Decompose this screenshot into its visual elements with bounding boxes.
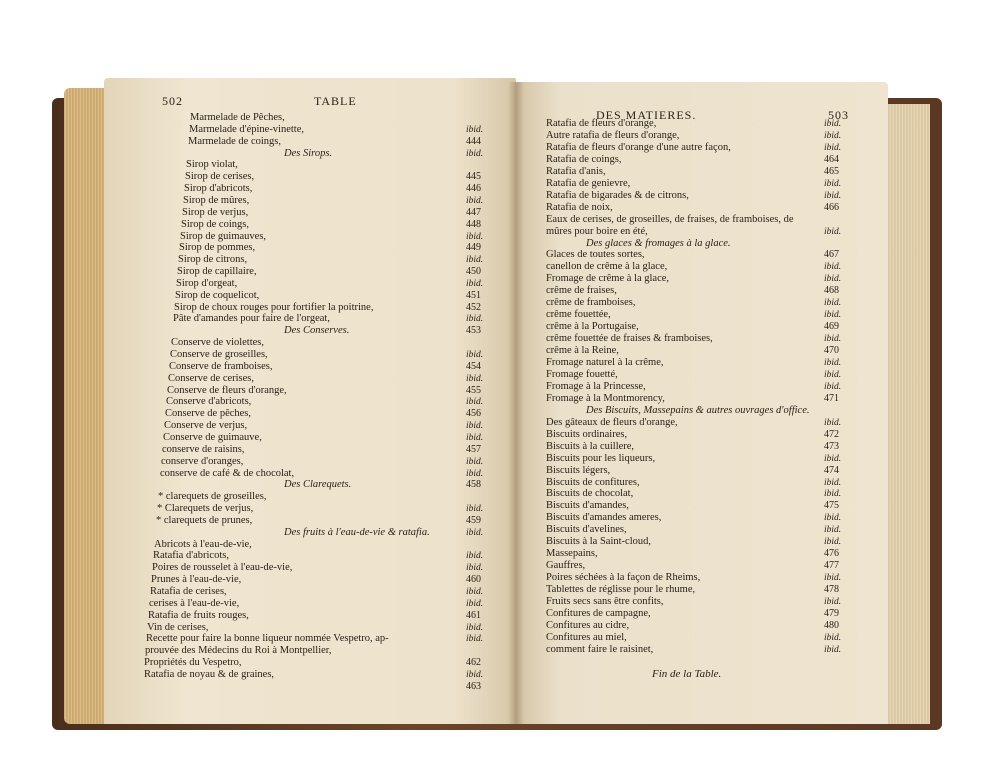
section-title: Des Biscuits, Massepains & autres ouvrages d'office.	[586, 404, 810, 416]
entry-title: Biscuits de chocolat,	[546, 488, 634, 500]
entry-title: Sirop de choux rouges pour fortifier la poitrine,	[174, 301, 374, 313]
section-heading	[284, 527, 506, 539]
entry-page-ref: ibid.	[824, 573, 842, 584]
entry-page-ref: 467	[824, 249, 839, 261]
index-entry	[546, 130, 864, 142]
index-entry	[166, 396, 506, 408]
index-entry	[546, 584, 864, 596]
entry-title: Ratafia de fruits rouges,	[148, 609, 249, 621]
left-page-number: 502	[162, 94, 183, 108]
index-entry	[546, 178, 864, 190]
index-entry	[178, 254, 506, 266]
index-entry	[546, 190, 864, 202]
entry-title: conserve de raisins,	[162, 443, 245, 455]
entry-page-ref: 452	[466, 301, 481, 313]
entry-page-ref: ibid.	[824, 477, 842, 488]
entry-title: Prunes à l'eau-de-vie,	[151, 574, 242, 586]
entry-page-ref: 465	[824, 165, 839, 177]
entry-title: Biscuits d'amandes,	[546, 500, 629, 512]
entry-title: comment faire le raisinet,	[546, 643, 654, 655]
index-entry	[546, 429, 864, 441]
entry-title: crême fouettée de fraises & framboises,	[546, 333, 713, 345]
index-entry	[147, 622, 506, 634]
index-entry	[185, 171, 506, 183]
entry-title: conserve d'oranges,	[161, 455, 244, 467]
entry-page-ref: 460	[466, 574, 481, 586]
entry-page-ref: 478	[824, 584, 839, 596]
entry-page-ref: 470	[824, 345, 839, 357]
entry-title: Conserve de verjus,	[164, 420, 248, 432]
index-entry	[186, 159, 506, 171]
entry-page-ref: ibid.	[466, 373, 484, 384]
right-page-header: DES MATIERES.	[596, 108, 697, 122]
entry-page-ref: ibid.	[466, 468, 484, 479]
left-page	[104, 78, 516, 724]
entry-page-ref: ibid.	[824, 274, 842, 285]
entry-title: Tablettes de réglisse pour le rhume,	[546, 584, 696, 596]
entry-title: Confitures de campagne,	[546, 607, 651, 619]
index-entry	[170, 349, 506, 361]
entry-title: Fromage fouetté,	[546, 368, 618, 380]
entry-page-ref: ibid.	[466, 551, 484, 562]
index-entry	[150, 586, 506, 598]
entry-page-ref: ibid.	[824, 310, 842, 321]
index-entry	[546, 524, 864, 536]
end-of-table: Fin de la Table.	[652, 668, 722, 680]
right-page-number: 503	[828, 108, 849, 122]
index-entry	[546, 166, 864, 178]
index-entry	[154, 539, 506, 551]
entry-page-ref: 479	[824, 607, 839, 619]
index-entry	[546, 357, 864, 369]
index-entry	[148, 610, 506, 622]
index-entry	[181, 219, 506, 231]
index-entry	[146, 633, 506, 645]
index-entry	[153, 550, 506, 562]
index-entry	[546, 321, 864, 333]
section-heading	[586, 238, 864, 250]
entry-title: Biscuits pour les liqueurs,	[546, 452, 656, 464]
index-entry	[546, 477, 864, 489]
entry-title: Ratafia de noyau & de graines,	[144, 668, 275, 680]
index-entry	[546, 118, 864, 130]
index-entry	[546, 214, 864, 226]
index-entry	[158, 491, 506, 503]
entry-title: Ratafia de coings,	[546, 153, 622, 165]
entry-page-ref: ibid.	[824, 537, 842, 548]
index-entry	[546, 309, 864, 321]
entry-page-ref: ibid.	[824, 525, 842, 536]
entry-title: Sirop de capillaire,	[177, 266, 257, 278]
entry-title: mûres pour boire en été,	[546, 225, 648, 237]
entry-title: Conserve de guimauve,	[163, 431, 262, 443]
entry-title: * clarequets de prunes,	[156, 514, 253, 526]
index-entry	[546, 548, 864, 560]
entry-page-ref: 468	[824, 285, 839, 297]
entry-title: prouvée des Médecins du Roi à Montpellier,	[145, 645, 332, 657]
index-entry	[164, 420, 506, 432]
entry-page-ref: 475	[824, 500, 839, 512]
entry-title: Fromage de crême à la glace,	[546, 273, 670, 285]
index-entry	[180, 231, 506, 243]
entry-title: Ratafia de fleurs d'orange d'une autre façon,	[546, 141, 731, 153]
entry-title: Eaux de cerises, de groseilles, de fraises, de framboises, de	[546, 213, 794, 225]
entry-page-ref: ibid.	[824, 298, 842, 309]
entry-title: Gauffres,	[546, 560, 586, 572]
section-title: Des fruits à l'eau-de-vie & ratafia.	[284, 526, 430, 538]
index-entry	[546, 369, 864, 381]
entry-page-ref: ibid.	[824, 130, 842, 141]
entry-title: canellon de crême à la glace,	[546, 261, 668, 273]
index-entry	[546, 381, 864, 393]
entry-page-ref: 464	[824, 153, 839, 165]
index-entry	[546, 500, 864, 512]
entry-page-ref: ibid.	[824, 489, 842, 500]
entry-title: Sirop de coings,	[181, 218, 249, 230]
entry-title: Sirop de mûres,	[183, 194, 250, 206]
entry-title: Conserve de groseilles,	[170, 349, 268, 360]
entry-page-ref: ibid.	[466, 527, 484, 538]
entry-title: Biscuits d'amandes ameres,	[546, 512, 662, 524]
section-title: Des Clarequets.	[284, 479, 352, 491]
index-entry	[546, 226, 864, 238]
entry-page-ref: ibid.	[466, 456, 484, 467]
entry-page-ref: 462	[466, 657, 481, 669]
entry-title: Ratafia d'anis,	[546, 165, 606, 177]
entry-title: Marmelade de coings,	[188, 135, 282, 147]
book-gutter	[508, 82, 524, 724]
entry-page-ref: ibid.	[824, 632, 842, 643]
index-entry	[157, 503, 506, 515]
entry-title: Biscuits de confitures,	[546, 476, 640, 488]
entry-page-ref: ibid.	[824, 597, 842, 607]
entry-page-ref: ibid.	[466, 421, 484, 432]
entry-title: Confitures au miel,	[546, 631, 627, 643]
entry-title: Autre ratafia de fleurs d'orange,	[546, 129, 680, 141]
entry-page-ref: ibid.	[466, 563, 484, 574]
entry-page-ref: ibid.	[466, 432, 484, 443]
index-entry	[165, 408, 506, 420]
entry-page-ref: 445	[466, 171, 481, 183]
entry-title: Sirop de citrons,	[178, 254, 248, 266]
entry-page-ref: 477	[824, 560, 839, 572]
index-entry	[175, 290, 506, 302]
entry-page-ref: ibid.	[466, 231, 484, 242]
entry-title: Fromage naturel à la crême,	[546, 357, 664, 368]
entry-page-ref: ibid.	[466, 278, 484, 289]
index-entry	[546, 512, 864, 524]
entry-page-ref: 455	[466, 384, 481, 396]
entry-title: Fruits secs sans être confits,	[546, 596, 664, 607]
index-entry	[176, 278, 506, 290]
section-heading	[586, 405, 864, 417]
entry-page-ref: 453	[466, 325, 481, 337]
entry-page-ref: 444	[466, 135, 481, 147]
entry-title: Pâte d'amandes pour faire de l'orgeat,	[173, 313, 330, 325]
entry-title: Sirop violat,	[186, 159, 238, 171]
entry-title: Vin de cerises,	[147, 621, 209, 633]
entry-page-ref: 448	[466, 218, 481, 230]
index-entry	[144, 669, 506, 681]
index-entry	[160, 468, 506, 480]
index-entry	[546, 142, 864, 154]
entry-title: Sirop de guimauves,	[180, 230, 267, 242]
entry-page-ref: ibid.	[824, 358, 842, 368]
index-entry	[188, 136, 506, 148]
index-entry	[546, 632, 864, 644]
entry-title: Confitures au cidre,	[546, 619, 630, 631]
entry-title: Sirop d'abricots,	[184, 183, 253, 195]
entry-title: Sirop de cerises,	[185, 171, 255, 183]
index-entry	[546, 536, 864, 548]
entry-title: Conserve d'abricots,	[166, 396, 252, 408]
index-entry	[182, 207, 506, 219]
entry-title: Marmelade de Pêches,	[190, 112, 285, 123]
entry-title: Ratafia de genievre,	[546, 177, 631, 189]
index-entry	[151, 574, 506, 586]
entry-page-ref: 472	[824, 428, 839, 440]
index-entry	[546, 249, 864, 261]
entry-page-ref: ibid.	[824, 369, 842, 380]
index-entry	[546, 572, 864, 584]
index-entry	[546, 202, 864, 214]
entry-page-ref: ibid.	[824, 513, 842, 524]
entry-page-ref: ibid.	[466, 195, 484, 206]
entry-title: Fromage à la Princesse,	[546, 380, 646, 392]
section-heading	[284, 479, 506, 491]
entry-page-ref: 454	[466, 360, 481, 372]
entry-title: Ratafia de fleurs d'orange,	[546, 118, 657, 129]
index-entry	[546, 596, 864, 608]
entry-page-ref: ibid.	[466, 124, 484, 135]
entry-page-ref: ibid.	[466, 504, 484, 515]
index-entry	[546, 644, 864, 656]
index-entry	[149, 598, 506, 610]
entry-title: Ratafia de noix,	[546, 201, 613, 213]
entry-page-ref: ibid.	[824, 334, 842, 345]
index-entry	[174, 302, 506, 314]
entry-title: Conserve de fleurs d'orange,	[167, 384, 287, 396]
left-page-header: TABLE	[314, 94, 357, 108]
entry-page-ref: ibid.	[466, 397, 484, 408]
entry-page-ref: 476	[824, 548, 839, 560]
index-entry	[177, 266, 506, 278]
entry-title: Des gâteaux de fleurs d'orange,	[546, 416, 678, 428]
index-entry	[144, 657, 506, 669]
index-entry	[546, 465, 864, 477]
index-entry	[546, 441, 864, 453]
entry-page-ref: ibid.	[466, 622, 484, 633]
index-entry	[546, 345, 864, 357]
entry-page-ref: 474	[824, 464, 839, 476]
index-entry	[171, 337, 506, 349]
entry-page-ref: 451	[466, 289, 481, 301]
section-heading	[284, 148, 506, 160]
entry-title: Conserve de framboises,	[169, 360, 273, 372]
index-entry	[144, 681, 506, 693]
index-entry	[152, 562, 506, 574]
index-entry	[184, 183, 506, 195]
entry-page-ref: ibid.	[824, 381, 842, 392]
index-entry	[163, 432, 506, 444]
entry-page-ref: ibid.	[466, 314, 484, 325]
entry-title: Conserve de cerises,	[168, 372, 255, 384]
entry-page-ref: ibid.	[824, 417, 842, 428]
entry-page-ref: ibid.	[824, 178, 842, 189]
index-entry	[546, 608, 864, 620]
entry-page-ref: 457	[466, 443, 481, 455]
entry-title: Propriétés du Vespetro,	[144, 657, 242, 669]
entry-title: crême à la Reine,	[546, 345, 619, 357]
right-page	[516, 82, 888, 724]
entry-title: Marmelade d'épine-vinette,	[189, 123, 305, 135]
entry-title: Biscuits à la Saint-cloud,	[546, 536, 651, 548]
entry-title: Glaces de toutes sortes,	[546, 249, 645, 261]
entry-page-ref: ibid.	[824, 119, 842, 129]
entry-page-ref: ibid.	[824, 190, 842, 201]
entry-title: Sirop d'orgeat,	[176, 277, 238, 289]
index-entry	[189, 124, 506, 136]
entry-title: Sirop de pommes,	[179, 242, 256, 254]
entry-page-ref: 450	[466, 266, 481, 278]
entry-title: crême à la Portugaise,	[546, 321, 639, 333]
entry-page-ref: ibid.	[824, 453, 842, 464]
entry-page-ref: 459	[466, 514, 481, 526]
entry-title: Sirop de verjus,	[182, 206, 249, 218]
index-entry	[190, 112, 506, 124]
entry-title: Ratafia de bigarades & de citrons,	[546, 189, 689, 201]
entry-page-ref: ibid.	[466, 148, 484, 159]
entry-page-ref: 471	[824, 392, 839, 404]
index-entry	[546, 273, 864, 285]
entry-page-ref: 449	[466, 242, 481, 254]
entry-page-ref: ibid.	[466, 669, 484, 680]
entry-page-ref: 463	[466, 680, 481, 692]
index-entry	[546, 297, 864, 309]
index-entry	[546, 620, 864, 632]
section-title: Des Sirops.	[284, 147, 333, 159]
entry-page-ref: ibid.	[824, 262, 842, 273]
index-entry	[169, 361, 506, 373]
index-entry	[173, 313, 506, 325]
entry-page-ref: ibid.	[466, 598, 484, 609]
index-entry	[145, 645, 506, 657]
entry-page-ref: ibid.	[466, 634, 484, 645]
index-entry	[156, 515, 506, 527]
entry-page-ref: ibid.	[824, 226, 842, 237]
entry-title: crême fouettée,	[546, 309, 611, 321]
index-entry	[168, 373, 506, 385]
index-entry	[167, 385, 506, 397]
entry-page-ref: ibid.	[466, 350, 484, 360]
entry-page-ref: 458	[466, 479, 481, 491]
entry-title: Biscuits d'avelines,	[546, 524, 627, 536]
index-entry	[183, 195, 506, 207]
entry-title: conserve de café & de chocolat,	[160, 467, 295, 479]
entry-title: Massepains,	[546, 548, 598, 560]
index-entry	[546, 560, 864, 572]
entry-page-ref: ibid.	[824, 644, 842, 655]
index-entry	[546, 488, 864, 500]
entry-page-ref: ibid.	[466, 587, 484, 597]
entry-title: crême de fraises,	[546, 285, 617, 297]
entry-title: Biscuits ordinaires,	[546, 428, 628, 440]
index-entry	[546, 333, 864, 345]
entry-title: Conserve de pêches,	[165, 408, 252, 420]
entry-page-ref: 456	[466, 408, 481, 420]
entry-title: Sirop de coquelicot,	[175, 289, 260, 301]
section-title: Des Conserves.	[284, 325, 350, 337]
entry-page-ref: 461	[466, 609, 481, 621]
index-entry	[546, 453, 864, 465]
entry-page-ref: 469	[824, 321, 839, 333]
index-entry	[546, 261, 864, 273]
entry-title: Biscuits à la cuillere,	[546, 440, 635, 452]
index-entry	[546, 417, 864, 429]
index-entry	[546, 393, 864, 405]
entry-title: Ratafia de cerises,	[150, 586, 227, 597]
entry-page-ref: ibid.	[466, 255, 484, 266]
background	[0, 730, 1000, 762]
entry-title: Biscuits légers,	[546, 464, 611, 476]
index-entry	[546, 154, 864, 166]
entry-title: Poires séchées à la façon de Rheims,	[546, 572, 701, 584]
index-entry	[161, 456, 506, 468]
index-entry	[546, 285, 864, 297]
entry-title: cerises à l'eau-de-vie,	[149, 597, 240, 609]
entry-title: Conserve de violettes,	[171, 337, 265, 349]
index-entry	[179, 242, 506, 254]
section-title: Des glaces & fromages à la glace.	[586, 237, 731, 249]
entry-title: crême de framboises,	[546, 297, 636, 309]
entry-page-ref: 480	[824, 619, 839, 631]
entry-title: Poires de rousselet à l'eau-de-vie,	[152, 562, 293, 574]
entry-title: * Clarequets de verjus,	[157, 503, 254, 515]
entry-page-ref: 446	[466, 183, 481, 195]
entry-title: Ratafia d'abricots,	[153, 550, 229, 562]
entry-page-ref: 447	[466, 206, 481, 218]
section-heading	[284, 325, 506, 337]
entry-title: Abricots à l'eau-de-vie,	[154, 538, 252, 550]
entry-page-ref: 473	[824, 440, 839, 452]
entry-page-ref: ibid.	[824, 142, 842, 153]
entry-title: Fromage à la Montmorency,	[546, 392, 665, 404]
entry-page-ref: 466	[824, 201, 839, 213]
index-entry	[162, 444, 506, 456]
entry-title: Recette pour faire la bonne liqueur nommée Vespetro, ap-	[146, 633, 389, 645]
entry-title: * clarequets de groseilles,	[158, 491, 267, 503]
